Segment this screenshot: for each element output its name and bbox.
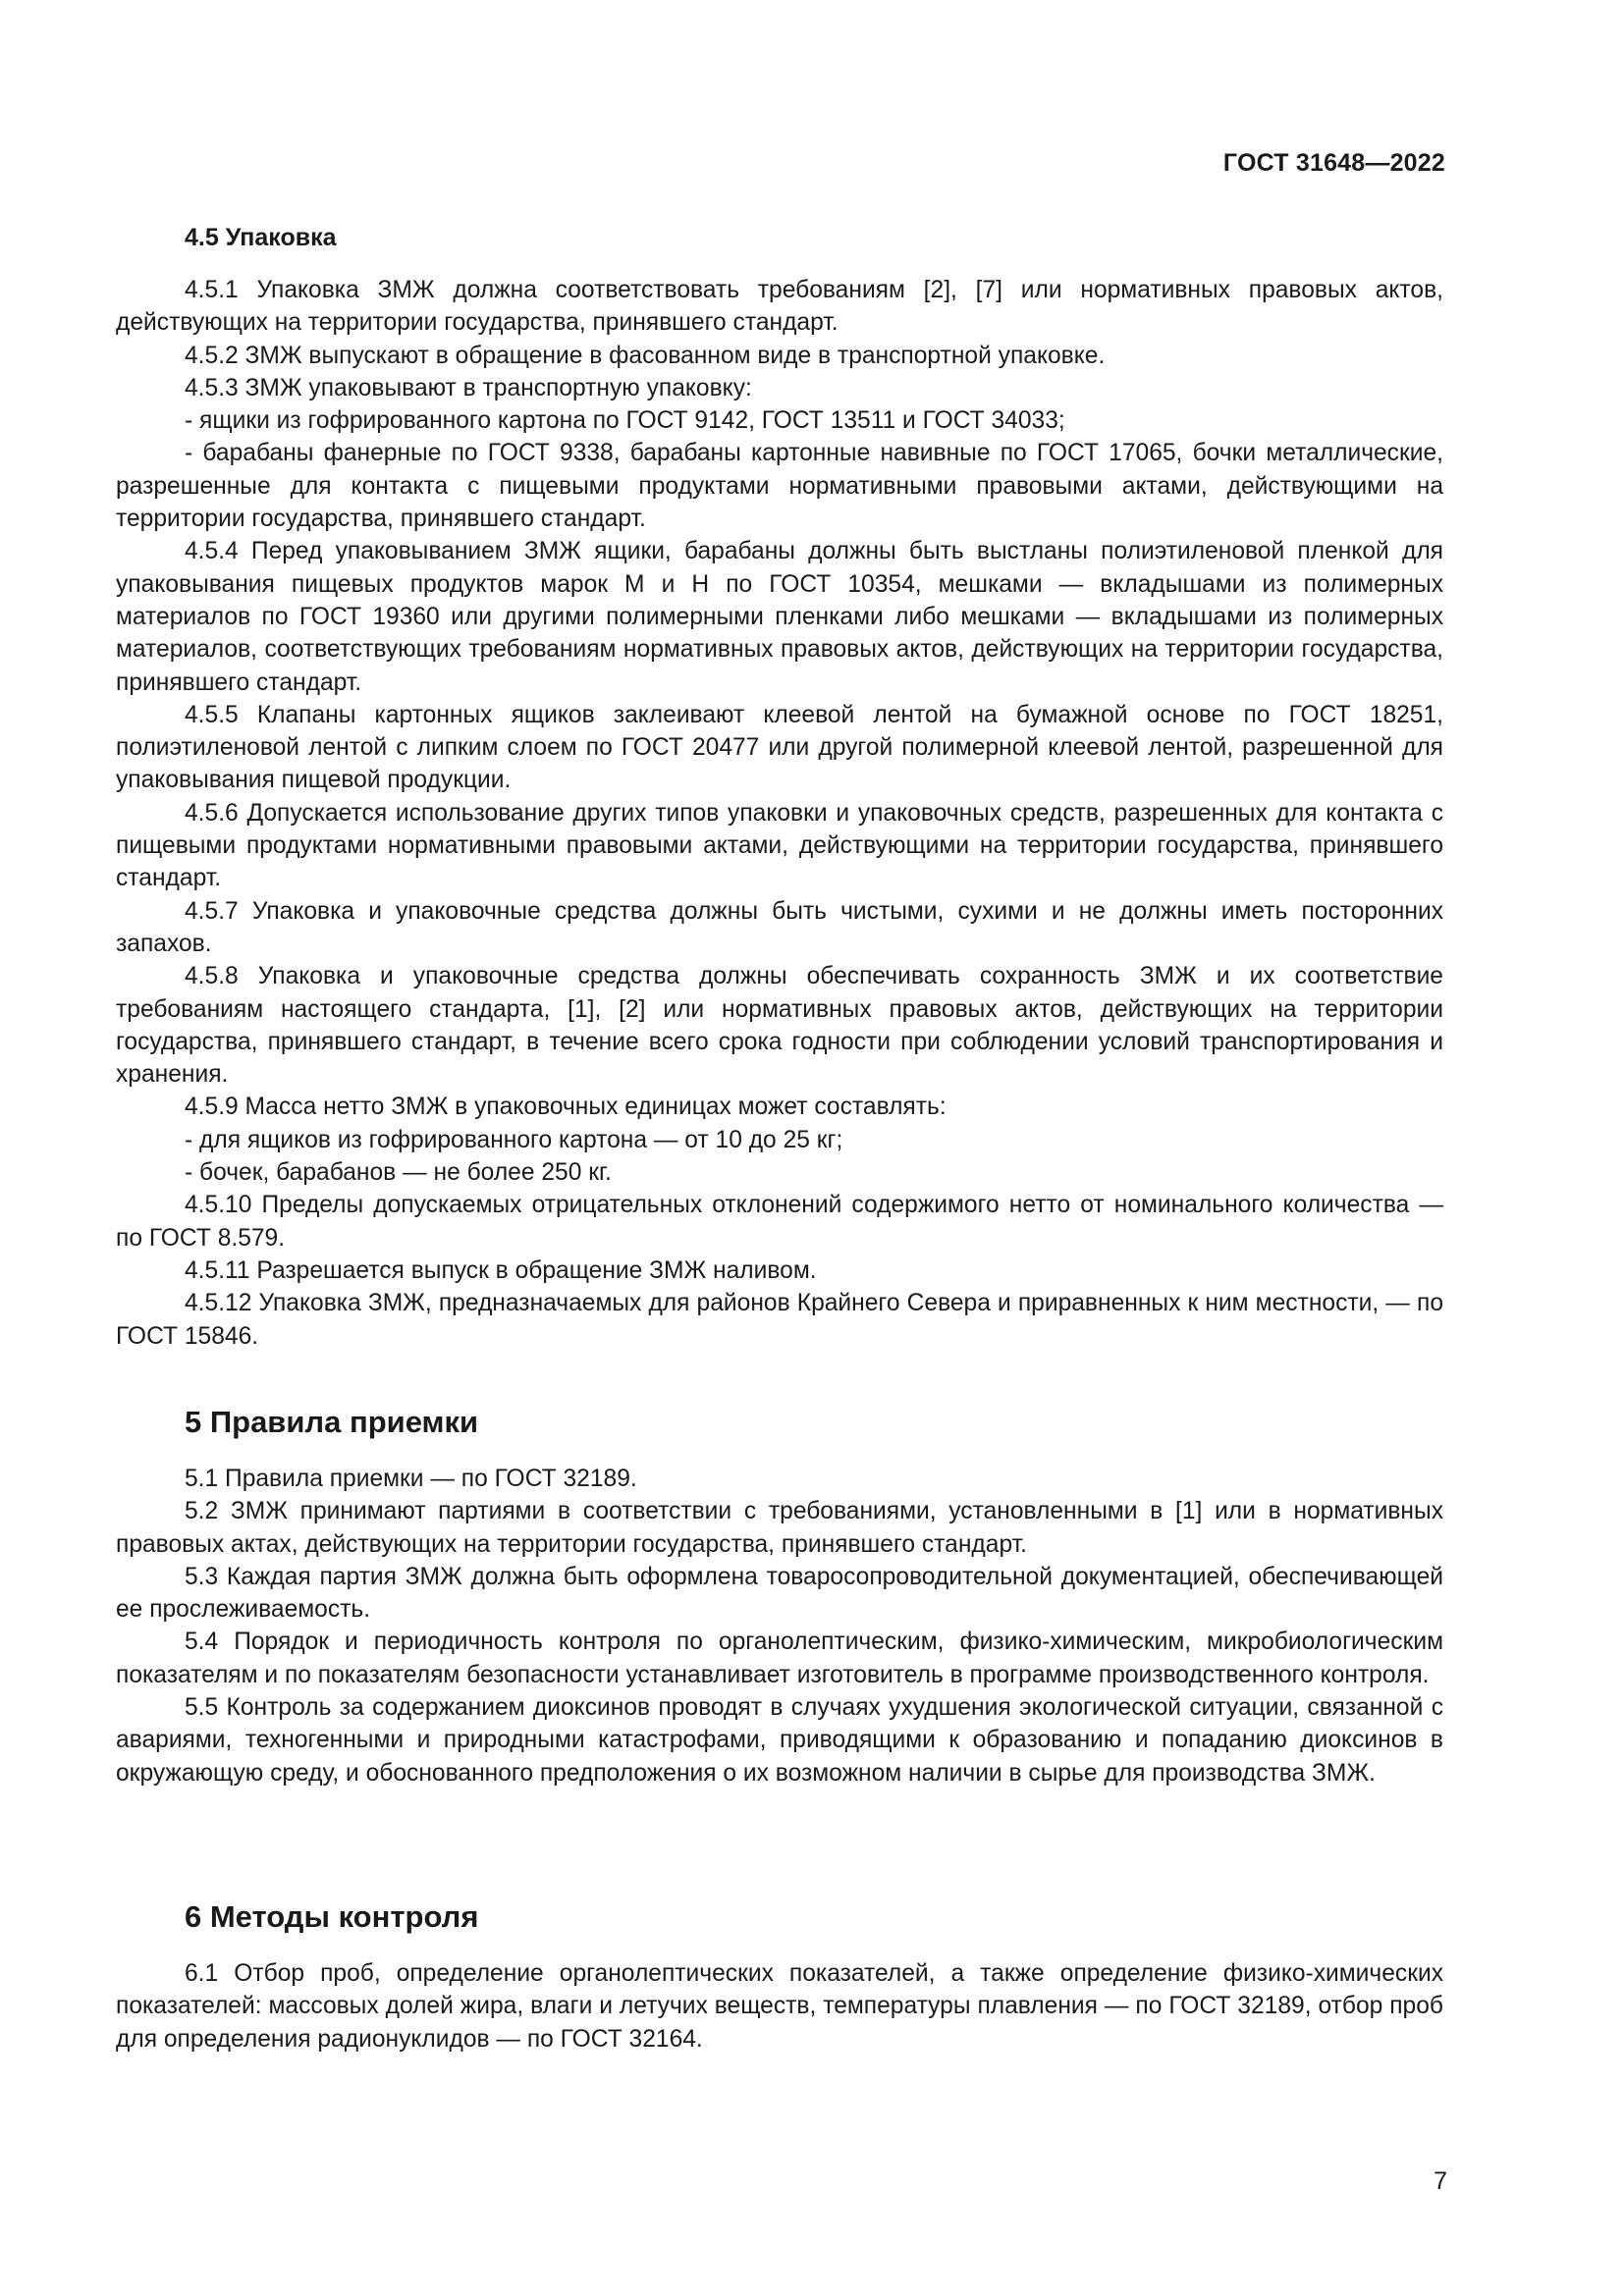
paragraph-4-5-9: 4.5.9 Масса нетто ЗМЖ в упаковочных единицах может составлять: — [185, 1094, 947, 1121]
paragraph-6-1: 6.1 Отбор проб, определение органолептических показателей, а также определение физико-химических показателей: массовых долей жира, влаги и летучих веществ, температуры плавления — по ГОСТ 32189, отбор проб для определения радионуклидов — по ГОСТ 32164. — [116, 1960, 1443, 2053]
paragraph-4-5-6: 4.5.6 Допускается использование других типов упаковки и упаковочных средств, разрешенных для контакта с пищевыми продуктами нормативными правовыми актами, действующими на территории государства, принявшего стандарт. — [116, 799, 1443, 892]
list-item: - бочек, барабанов — не более 250 кг. — [185, 1159, 612, 1187]
list-item: - ящики из гофрированного картона по ГОСТ 9142, ГОСТ 13511 и ГОСТ 34033; — [185, 407, 1065, 435]
paragraph-4-5-3: 4.5.3 ЗМЖ упаковывают в транспортную упаковку: — [185, 374, 752, 401]
paragraph-4-5-2: 4.5.2 ЗМЖ выпускают в обращение в фасованном виде в транспортной упаковке. — [185, 342, 1106, 369]
paragraph-4-5-10: 4.5.10 Пределы допускаемых отрицательных отклонений содержимого нетто от номинального количества — по ГОСТ 8.579. — [116, 1192, 1443, 1252]
section-heading: 6 Методы контроля — [185, 1899, 479, 1934]
subsection-heading: 4.5 Упаковка — [185, 224, 337, 251]
section-4-5 — [116, 222, 1443, 1353]
paragraph-4-5-1: 4.5.1 Упаковка ЗМЖ должна соответствовать требованиям [2], [7] или нормативных правовых актов, действующих на территории государства, принявшего стандарт. — [116, 277, 1443, 337]
paragraph-4-5-11: 4.5.11 Разрешается выпуск в обращение ЗМЖ наливом. — [185, 1256, 817, 1284]
paragraph-5-3: 5.3 Каждая партия ЗМЖ должна быть оформлена товаросопроводительной документацией, обеспечивающей ее прослеживаемость. — [116, 1563, 1443, 1624]
section-heading: 5 Правила приемки — [185, 1405, 479, 1439]
section-6 — [116, 1898, 1443, 2056]
paragraph-5-1: 5.1 Правила приемки — по ГОСТ 32189. — [185, 1466, 637, 1492]
list-item: - для ящиков из гофрированного картона — от 10 до 25 кг; — [185, 1126, 843, 1153]
document-id-header: ГОСТ 31648—2022 — [1222, 149, 1445, 177]
paragraph-5-2: 5.2 ЗМЖ принимают партиями в соответствии с требованиями, установленными в [1] или в нормативных правовых актах, действующих на территории государства, принявшего стандарт. — [116, 1498, 1443, 1558]
page-number: 7 — [1434, 2167, 1447, 2195]
list-item: - барабаны фанерные по ГОСТ 9338, барабаны картонные навивные по ГОСТ 17065, бочки металлические, разрешенные для контакта с пищевыми продуктами нормативными правовыми актами, действующими на территории государства, принявшего стандарт. — [116, 440, 1443, 533]
paragraph-4-5-5: 4.5.5 Клапаны картонных ящиков заклеивают клеевой лентой на бумажной основе по ГОСТ 18251, полиэтиленовой лентой с липким слоем по ГОСТ 20477 или другой полимерной клеевой лентой, разрешенной для упаковывания пищевой продукции. — [116, 701, 1443, 794]
paragraph-5-5: 5.5 Контроль за содержанием диоксинов проводят в случаях ухудшения экологической ситуации, связанной с авариями, техногенными и природными катастрофами, приводящими к образованию и попаданию диоксинов в окружающую среду, и обоснованного предположения о их возможном наличии в сырье для производства ЗМЖ. — [116, 1694, 1443, 1787]
section-5 — [116, 1404, 1443, 1789]
paragraph-5-4: 5.4 Порядок и периодичность контроля по органолептическим, физико-химическим, микробиологическим показателям и по показателям безопасности устанавливает изготовитель в программе производственного контроля. — [116, 1629, 1443, 1688]
paragraph-4-5-4: 4.5.4 Перед упаковыванием ЗМЖ ящики, барабаны должны быть выстланы полиэтиленовой пленкой для упаковывания пищевых продуктов марок М и Н по ГОСТ 10354, мешками — вкладышами из полимерных материалов по ГОСТ 19360 или другими полимерными пленками либо мешками — вкладышами из полимерных материалов, соответствующих требованиям нормативных правовых актов, действующих на территории государства, принявшего стандарт. — [116, 538, 1443, 696]
paragraph-4-5-8: 4.5.8 Упаковка и упаковочные средства должны обеспечивать сохранность ЗМЖ и их соответствие требованиям настоящего стандарта, [1], [2] или нормативных правовых актов, действующих на территории государства, принявшего стандарт, в течение всего срока годности при соблюдении условий транспортирования и хранения. — [116, 963, 1443, 1089]
paragraph-4-5-12: 4.5.12 Упаковка ЗМЖ, предназначаемых для районов Крайнего Севера и приравненных к ним местности, — по ГОСТ 15846. — [116, 1290, 1443, 1350]
paragraph-4-5-7: 4.5.7 Упаковка и упаковочные средства должны быть чистыми, сухими и не должны иметь посторонних запахов. — [116, 897, 1443, 957]
